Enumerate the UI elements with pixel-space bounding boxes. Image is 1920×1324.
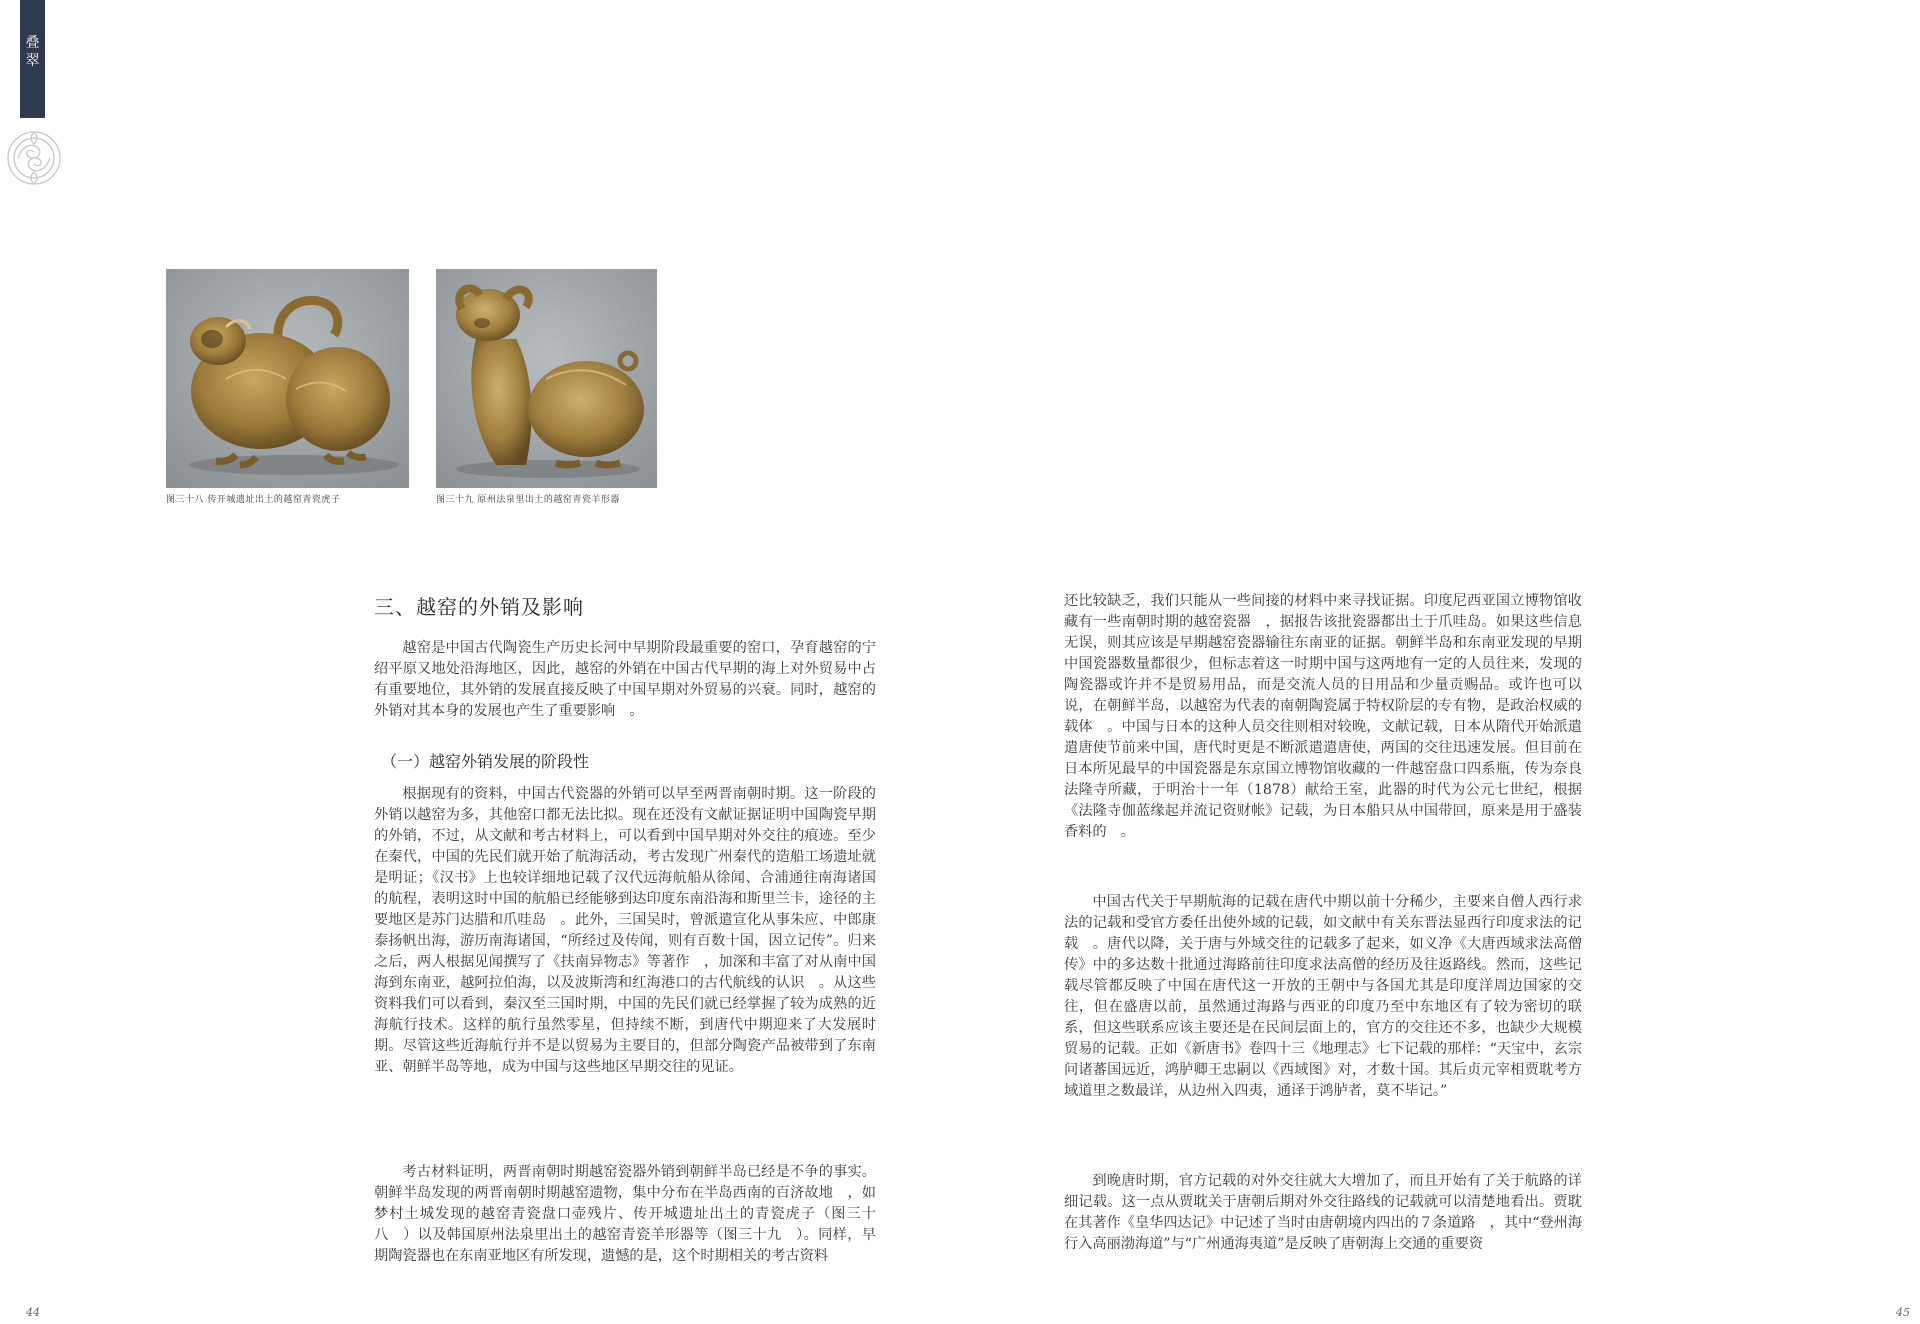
- figure-38-photo: [166, 269, 409, 488]
- paragraph-3: 中国古代关于早期航海的记载在唐代中期以前十分稀少，主要来自僧人西行求法的记载和受官方委任出使外域的记载，如文献中有关东晋法显西行印度求法的记载 。唐代以降，关于唐与外域交往的记载多了起来，如义净《大唐西域求法高僧传》中的多达数十批通过海路前往印度求法高僧的经历及往返路线。然而，这些记载尽管都反映了中国在唐代这一开放的王朝中与各国尤其是印度洋周边国家的交往，但在盛唐以前，虽然通过海路与西亚的印度乃至中东地区有了较为密切的联系，但这些联系应该主要还是在民间层面上的，官方的交往还不多，也缺少大规模贸易的记载。正如《新唐书》卷四十三《地理志》七下记载的那样：“天宝中，玄宗问诸蕃国远近，鸿胪卿王忠嗣以《西域图》对，才数十国。其后贞元宰相贾耽考方域道里之数最详，从边州入四夷，通译于鸿胪者，莫不毕记。”: [1064, 894, 1583, 1099]
- section-title: 三、越窑的外销及影响: [374, 595, 584, 619]
- ornament-emblem: [4, 128, 64, 188]
- spine-char: 叠: [25, 35, 40, 51]
- spine-tab: [20, 0, 45, 118]
- figure-39-caption: 图三十九 原州法泉里出土的越窑青瓷羊形器: [436, 495, 620, 505]
- spine-label: [20, 34, 45, 70]
- paragraph-1: 根据现有的资料，中国古代瓷器的外销可以早至两晋南朝时期。这一阶段的外销以越窑为多，其他窑口都无法比拟。现在还没有文献证据证明中国陶瓷早期的外销，不过，从文献和考古材料上，可以看到中国早期对外交往的痕迹。至少在秦代，中国的先民们就开始了航海活动，考古发现广州秦代的造船工场遗址就是明证；《汉书》上也较详细地记载了汉代远海航船从徐闻、合浦通往南海诸国的航程，表明这时中国的航船已经能够到达印度东南沿海和斯里兰卡，途径的主要地区是苏门达腊和爪哇岛 。此外，三国吴时，曾派遣宣化从事朱应、中郎康泰扬帆出海，游历南海诸国，“所经过及传闻，则有百数十国，因立记传”。归来之后，两人根据见闻撰写了《扶南异物志》等著作 ，加深和丰富了对从南中国海到东南亚，越阿拉伯海，以及波斯湾和红海港口的古代航线的认识 。从这些资料我们可以看到，秦汉至三国时期，中国的先民们就已经掌握了较为成熟的近海航行技术。这样的航行虽然零星，但持续不断，到唐代中期迎来了大发展时期。尽管这些近海航行并不是以贸易为主要目的，但部分陶瓷产品被带到了东南亚、朝鲜半岛等地，成为中国与这些地区早期交往的见证。: [374, 786, 876, 1075]
- page-number-left: 44: [26, 1306, 40, 1319]
- intro-paragraph: 越窑是中国古代陶瓷生产历史长河中早期阶段最重要的窑口，孕育越窑的宁绍平原又地处沿海地区，因此，越窑的外销在中国古代早期的海上对外贸易中占有重要地位，其外销的发展直接反映了中国早期对外贸易的兴衰。同时，越窑的外销对其本身的发展也产生了重要影响 。: [374, 640, 876, 719]
- figure-38-caption: 图三十八 传开城遗址出土的越窑青瓷虎子: [166, 495, 341, 505]
- page-number-right: 45: [1896, 1306, 1910, 1319]
- paragraph-2: 考古材料证明，两晋南朝时期越窑瓷器外销到朝鲜半岛已经是不争的事实。朝鲜半岛发现的两晋南朝时期越窑遗物，集中分布在半岛西南的百济故地 ，如梦村土城发现的越窑青瓷盘口壶残片、传开城遗址出土的青瓷虎子（图三十八 ）以及韩国原州法泉里出土的越窑青瓷羊形器等（图三十九 ）。同样，早期陶瓷器也在东南亚地区有所发现，遗憾的是，这个时期相关的考古资料: [374, 1164, 876, 1264]
- spine-char: 翠: [25, 53, 40, 69]
- paragraph-continued: 还比较缺乏，我们只能从一些间接的材料中来寻找证据。印度尼西亚国立博物馆收藏有一些南朝时期的越窑瓷器 ，据报告该批瓷器都出土于爪哇岛。如果这些信息无误，则其应该是早期越窑瓷器输往东南亚的证据。朝鲜半岛和东南亚发现的早期中国瓷器数量都很少，但标志着这一时期中国与这两地有一定的人员往来，发现的陶瓷器或许并不是贸易用品，而是交流人员的日用品和少量贡赐品。或许也可以说，在朝鲜半岛，以越窑为代表的南朝陶瓷属于特权阶层的专有物，是政治权威的载体 。中国与日本的这种人员交往则相对较晚，文献记载，日本从隋代开始派遣遣唐使节前来中国，唐代时更是不断派遣遣唐使，两国的交往迅速发展。但目前在日本所见最早的中国瓷器是东京国立博物馆收藏的一件越窑盘口四系瓶，传为奈良法隆寺所藏，于明治十一年（1878）献给王室，此器的时代为公元七世纪，根据《法隆寺伽蓝缘起并流记资财帐》记载，为日本船只从中国带回，原来是用于盛装香料的 。: [1064, 593, 1582, 840]
- subsection-title: （一）越窑外销发展的阶段性: [381, 752, 590, 771]
- figure-39-photo: [436, 269, 657, 488]
- paragraph-4: 到晚唐时期，官方记载的对外交往就大大增加了，而且开始有了关于航路的详细记载。这一点从贾耽关于唐朝后期对外交往路线的记载就可以清楚地看出。贾耽在其著作《皇华四达记》中记述了当时由唐朝境内四出的７条道路 ，其中“登州海行入高丽渤海道”与“广州通海夷道”是反映了唐朝海上交通的重要资: [1064, 1173, 1583, 1252]
